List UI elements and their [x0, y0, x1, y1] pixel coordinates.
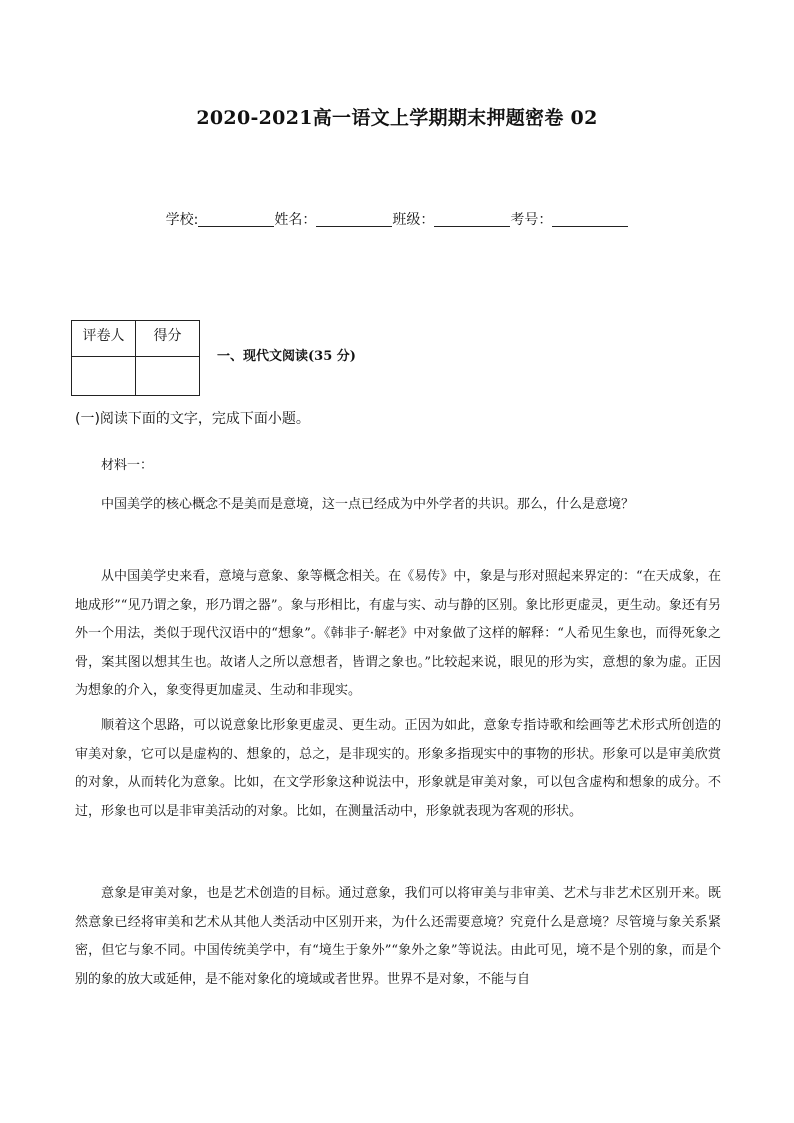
score-header: 得分 [136, 321, 200, 357]
name-label: 姓名： [274, 212, 317, 228]
material-label: 材料一： [101, 458, 154, 473]
score-table [71, 320, 200, 396]
score-cell [136, 357, 200, 396]
grader-header: 评卷人 [72, 321, 136, 357]
section-heading: 一、现代文阅读(35 分) [217, 349, 356, 364]
class-blank [434, 212, 510, 227]
exam-title: 2020-2021高一语文上学期期末押题密卷 02 [196, 107, 598, 129]
school-label: 学校: [165, 212, 199, 228]
reading-instruction: (一)阅读下面的文字，完成下面小题。 [75, 411, 310, 427]
grader-cell [72, 357, 136, 396]
number-blank [552, 212, 628, 227]
number-label: 考号： [510, 212, 553, 228]
paragraph-1: 中国美学的核心概念不是美而是意境，这一点已经成为中外学者的共识。那么，什么是意境？ [101, 497, 635, 512]
student-info-line [0, 209, 794, 229]
class-label: 班级： [392, 212, 435, 228]
paragraph-2: 从中国美学史来看，意境与意象、象等概念相关。在《易传》中，象是与形对照起来界定的：“在天成象，在地成形”“见乃谓之象，形乃谓之器”。象与形相比，有虚与实、动与静的区别。象比形更虚灵，更生动。象还有另外一个用法，类似于现代汉语中的“想象”。《韩非子·解老》中对象做了这样的解释：“人希见生象也，而得死象之骨，案其图以想其生也。故诸人之所以意想者，皆谓之象也。”比较起来说，眼见的形为实，意想的象为虚。正因为想象的介入，象变得更加虚灵、生动和非现实。 [75, 569, 721, 698]
paragraph-4: 意象是审美对象，也是艺术创造的目标。通过意象，我们可以将审美与非审美、艺术与非艺术区别开来。既然意象已经将审美和艺术从其他人类活动中区别开来，为什么还需要意境？究竟什么是意境？尽管境与象关系紧密，但它与象不同。中国传统美学中，有“境生于象外”“象外之象”等说法。由此可见，境不是个别的象，而是个别的象的放大或延伸，是不能对象化的境域或者世界。世界不是对象，不能与自 [75, 886, 721, 987]
school-blank [198, 212, 274, 227]
paragraph-3: 顺着这个思路，可以说意象比形象更虚灵、更生动。正因为如此，意象专指诗歌和绘画等艺术形式所创造的审美对象，它可以是虚构的、想象的，总之，是非现实的。形象多指现实中的事物的形状。形象可以是审美欣赏的对象，从而转化为意象。比如，在文学形象这种说法中，形象就是审美对象，可以包含虚构和想象的成分。不过，形象也可以是非审美活动的对象。比如，在测量活动中，形象就表现为客观的形状。 [75, 718, 721, 819]
name-blank [316, 212, 392, 227]
